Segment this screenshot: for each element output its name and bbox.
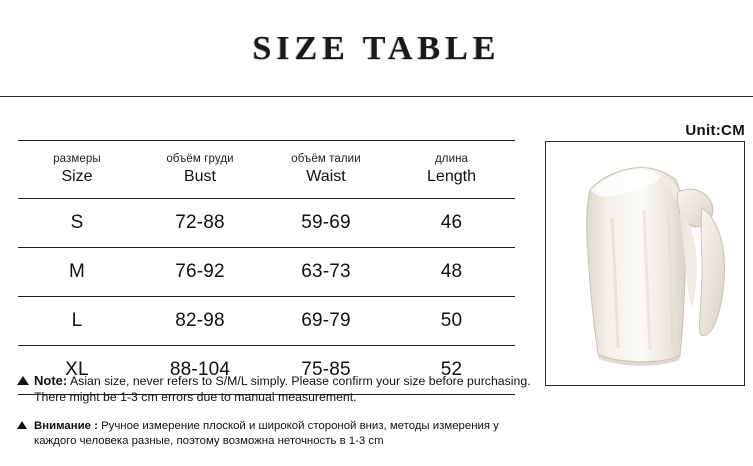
header-cell-waist	[264, 141, 388, 199]
header-cell-size	[18, 141, 136, 199]
header-length-en: Length	[427, 167, 476, 185]
cell-waist: 59-69	[264, 199, 388, 248]
cell-length: 46	[388, 199, 515, 248]
cell-waist: 69-79	[264, 297, 388, 346]
header-cell-length	[388, 141, 515, 199]
table-header-row	[18, 141, 515, 199]
cell-waist: 63-73	[264, 248, 388, 297]
note-label: Note:	[34, 373, 68, 388]
cell-length: 52	[388, 346, 515, 395]
size-table	[18, 140, 515, 395]
header-length-ru: длина	[434, 152, 469, 165]
cell-bust: 76-92	[136, 248, 264, 297]
cell-size: S	[18, 199, 136, 248]
page-title-wrap	[0, 30, 753, 68]
header-waist-en: Waist	[306, 167, 346, 185]
size-table-block	[18, 140, 515, 395]
table-row	[18, 297, 515, 346]
cell-size: M	[18, 248, 136, 297]
cell-bust: 88-104	[136, 346, 264, 395]
notes-block	[16, 373, 536, 449]
header-size-en: Size	[61, 167, 93, 185]
header-bust-en: Bust	[183, 167, 216, 185]
unit-label: Unit:CM	[685, 122, 745, 139]
cell-length: 48	[388, 248, 515, 297]
header-cell-bust	[136, 141, 264, 199]
cell-length: 50	[388, 297, 515, 346]
note-russian	[16, 419, 536, 449]
cell-bust: 82-98	[136, 297, 264, 346]
triangle-bullet-icon	[17, 376, 29, 385]
cell-size: L	[18, 297, 136, 346]
note-english	[16, 373, 536, 405]
cell-size: XL	[18, 346, 136, 395]
product-photo-frame	[545, 141, 745, 386]
triangle-bullet-icon	[17, 421, 27, 429]
cell-bust: 72-88	[136, 199, 264, 248]
header-waist-ru: объём талии	[291, 152, 361, 165]
product-photo-garment	[552, 148, 738, 380]
header-size-ru: размеры	[53, 152, 101, 165]
table-row	[18, 199, 515, 248]
header-bust-ru: объём груди	[166, 152, 234, 165]
cell-waist: 75-85	[264, 346, 388, 395]
title-divider	[0, 96, 753, 97]
attention-label: Внимание :	[34, 420, 98, 432]
page-title: SIZE TABLE	[252, 30, 501, 67]
note-text: Asian size, never refers to S/M/L simply. Please confirm your size before purchasing. There might be 1-3 cm errors due to manual measurement.	[34, 374, 531, 404]
table-row	[18, 248, 515, 297]
attention-text: Ручное измерение плоской и широкой стороной вниз, методы измерения у каждого человека разные, поэтому возможна неточность в 1-3 cm	[34, 420, 499, 447]
